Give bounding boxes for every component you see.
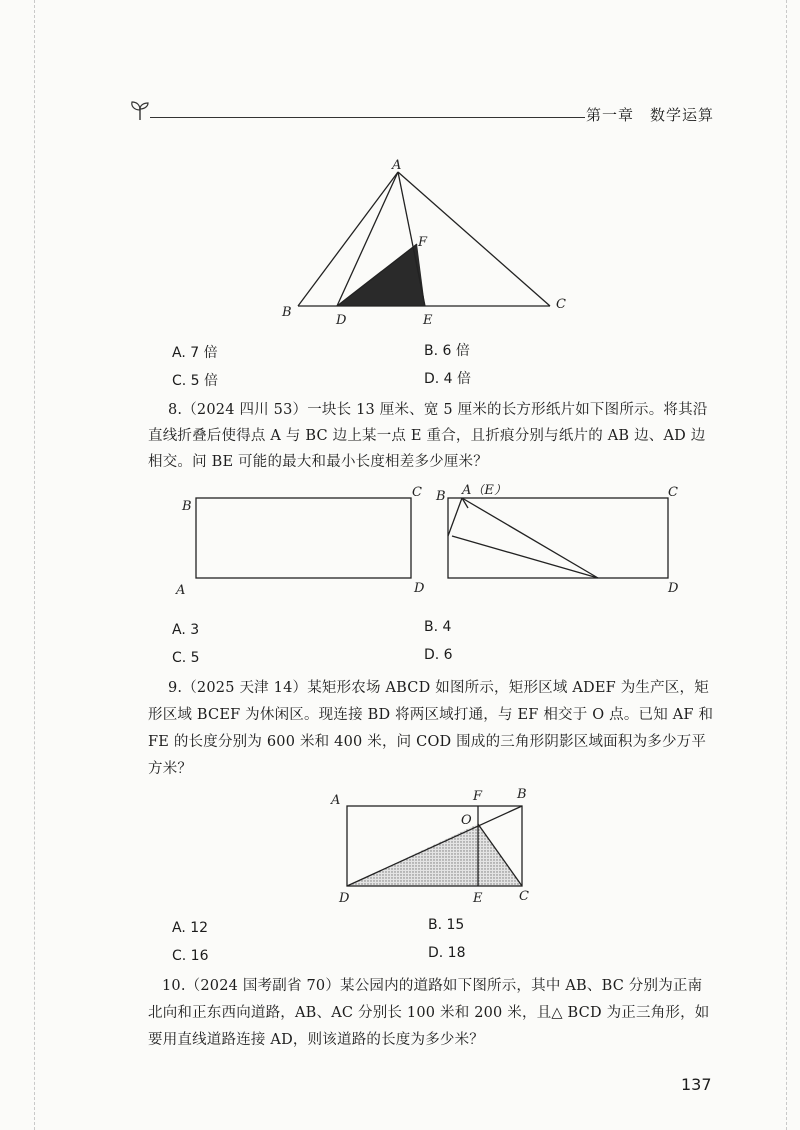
q8-option-b: B. 4 — [424, 619, 452, 635]
q9-label-o: O — [461, 813, 472, 828]
q8-option-a: A. 3 — [172, 622, 200, 638]
q8-text-line-1: 8.（2024 四川 53）一块长 13 厘米、宽 5 厘米的长方形纸片如下图所示。将其沿 — [168, 402, 708, 418]
q8-text-line-2: 直线折叠后使得点 A 与 BC 边上某一点 E 重合，且折痕分别与纸片的 AB 边、AD 边 — [148, 428, 706, 444]
q9-text-line-1: 9.（2025 天津 14）某矩形农场 ABCD 如图所示，矩形区域 ADEF 为生产区，矩 — [168, 680, 709, 696]
q8-left-label-a: A — [176, 583, 186, 598]
q8-right-label-ae: A（E） — [462, 484, 507, 498]
q7-option-c: C. 5 倍 — [172, 373, 219, 389]
q8-right-label-c: C — [668, 485, 678, 500]
q9-label-f: F — [473, 789, 483, 804]
q8-option-d: D. 6 — [424, 647, 453, 663]
q7-option-b: B. 6 倍 — [424, 343, 470, 359]
q7-option-d: D. 4 倍 — [424, 371, 472, 387]
sprout-icon — [128, 98, 152, 122]
q9-option-a: A. 12 — [172, 920, 209, 936]
label-a: A — [392, 158, 402, 173]
q7-triangle-figure — [270, 158, 580, 328]
q9-option-c: C. 16 — [172, 948, 209, 964]
q8-left-label-c: C — [412, 485, 422, 500]
page-number: 137 — [681, 1075, 712, 1094]
q8-left-label-b: B — [182, 499, 192, 514]
q8-right-label-d: D — [668, 581, 679, 596]
q9-text-line-2: 形区域 BCEF 为休闲区。现连接 BD 将两区域打通，与 EF 相交于 O 点。已知 AF 和 — [148, 707, 714, 723]
header-rule — [150, 117, 585, 118]
q9-label-a: A — [331, 793, 341, 808]
shaded-triangle-cod — [347, 824, 522, 886]
label-f: F — [418, 235, 428, 250]
q9-label-c: C — [519, 889, 529, 904]
q9-farm-figure — [325, 784, 550, 908]
shaded-triangle-dfe — [337, 244, 425, 306]
scan-edge-right — [786, 0, 788, 1130]
q9-label-d: D — [339, 891, 350, 906]
label-e: E — [423, 313, 433, 328]
q10-text-line-3: 要用直线道路连接 AD，则该道路的长度为多少米？ — [148, 1032, 485, 1048]
q8-text-line-3: 相交。问 BE 可能的最大和最小长度相差多少厘米？ — [148, 454, 488, 470]
q9-label-b: B — [517, 787, 527, 802]
chapter-title: 第一章 数学运算 — [586, 106, 715, 124]
label-d: D — [336, 313, 347, 328]
q8-left-label-d: D — [414, 581, 425, 596]
label-c: C — [556, 297, 566, 312]
q10-text-line-2: 北向和正东西向道路，AB、AC 分别长 100 米和 200 米，且△ BCD 为正三角形，如 — [148, 1005, 710, 1021]
q8-rectangle-figure — [172, 484, 712, 604]
q9-option-d: D. 18 — [428, 945, 466, 961]
q7-option-a: A. 7 倍 — [172, 345, 218, 361]
q10-text-line-1: 10.（2024 国考副省 70）某公园内的道路如下图所示，其中 AB、BC 分别为正南 — [162, 978, 703, 994]
scan-edge-left — [34, 0, 36, 1130]
q9-option-b: B. 15 — [428, 917, 465, 933]
label-b: B — [282, 305, 292, 320]
q9-text-line-4: 方米？ — [148, 761, 193, 777]
q9-label-e: E — [473, 891, 483, 906]
q8-right-label-b: B — [436, 489, 446, 504]
q9-text-line-3: FE 的长度分别为 600 米和 400 米，问 COD 围成的三角形阴影区域面积为多少万平 — [148, 734, 707, 750]
q8-option-c: C. 5 — [172, 650, 200, 666]
